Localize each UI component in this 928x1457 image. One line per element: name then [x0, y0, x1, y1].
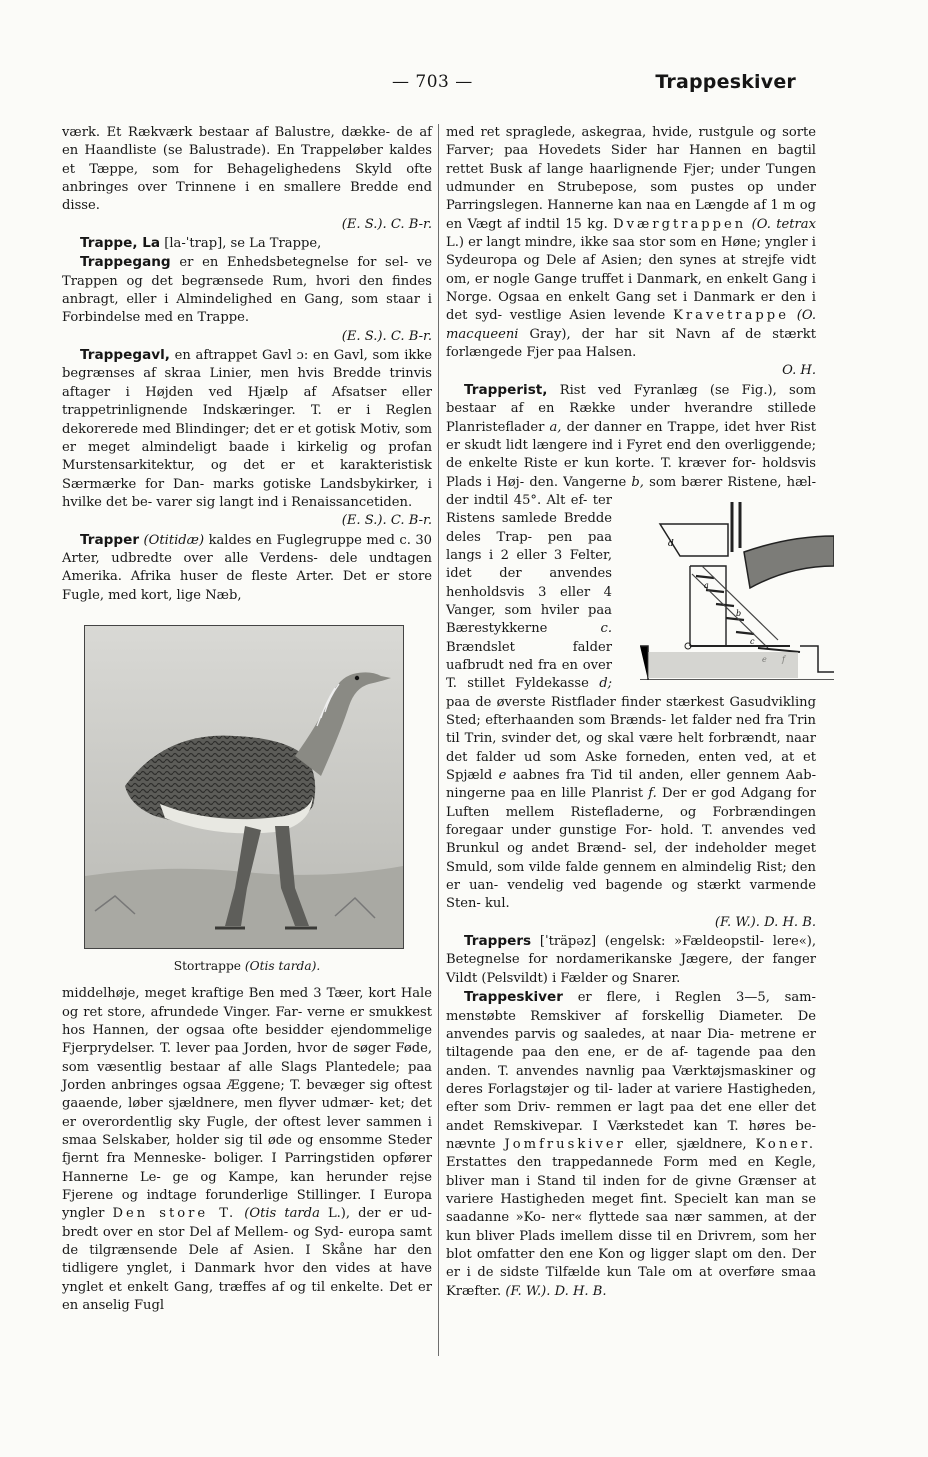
entry-trappe-la [62, 234, 432, 253]
figure-ref: c. [600, 621, 612, 637]
entry-body: [ˈträpəz] (engelsk: »Fældeopstil- lere«), Betegnelse for nordamerikanske Jægere, der fanger Vildt (Pelsvildt) i Fælder og Snarer. [446, 934, 816, 986]
figure-ref: a, [549, 419, 562, 435]
signature: (F. W.). D. H. B. [505, 1283, 607, 1299]
caption-text: Stortrappe [173, 958, 241, 973]
entry-trapper [62, 531, 432, 605]
left-column [62, 124, 432, 1315]
entry-trapperist [446, 381, 816, 914]
figure-ref: d; [599, 676, 612, 692]
signature: (E. S.). C. B-r. [341, 328, 432, 344]
entry-body: [la-ˈtrap], se La Trappe, [164, 236, 322, 252]
spaced-term: Kravetrappe [673, 308, 789, 324]
body-text: Rist ved Fyranlæg (se Fig.), som bestaar af en Række under hverandre stillede Planristeflader [446, 382, 817, 435]
grate-diagram [640, 496, 834, 680]
bustard-figure [84, 625, 404, 949]
spaced-term: Dværgtrappen [613, 216, 747, 232]
bustard-drawing [85, 626, 403, 948]
body-text: L.) er langt mindre, ikke saa stor som en Høne; yngler i Sydeuropa og Dele af Asien; den synes at strejfe vidt om, er nogle Gange truffet i Danmark, en enkelt Gang i Norge. Ogsaa en enkelt Gang set i Danmark er den i det syd- vestlige Asien levende [446, 235, 816, 324]
entry-trappegang [62, 253, 432, 327]
figure-ref: b, [631, 474, 644, 490]
headword: Trappeskiver [464, 989, 563, 1006]
column-divider [438, 124, 439, 1356]
entry-trappeskiver [446, 988, 816, 1301]
page-header [0, 72, 928, 100]
body-text: paa de øverste Ristflader finder stærkest Gasudvikling Sted; efterhaanden som Brænds- let falder ned fra Trin til Trin, svinder det, og skal være helt forbrændt, naar det falder ud som Aske forneden, enten ved, at et Spjæld [446, 694, 816, 784]
latin-name: (Otis tarda [244, 1206, 320, 1222]
headword: Trapper [80, 531, 140, 548]
running-head: Trappeskiver [655, 71, 796, 93]
headword: Trappe, La [80, 235, 161, 252]
signature: O. H. [782, 363, 816, 379]
headword: Trappegang [80, 254, 171, 271]
spaced-term: Jomfruskiver [504, 1136, 626, 1152]
figure-ref: f. [648, 786, 657, 802]
entry-trappers [446, 932, 816, 988]
label-b: b [736, 608, 742, 618]
body-text: eller, sjældnere, [634, 1136, 747, 1152]
body-text: L.), der er ud- bredt over en stor Del af Mellem- og Syd- europa samt de tilgrænsende Dele af Asien. I Skåne har den tidligere ynglet, i Danmark hvor den vides at have ynglet et enkelt Gang, træffes af og til enkelte. Det er en anselig Fugl [62, 1206, 432, 1314]
caption-latin: (Otis tarda). [244, 958, 321, 973]
balustrade-paragraph: værk. Et Rækværk bestaar af Balustre, dække- de af en Haandliste (se Balustrade). En Trappeløber kaldes et Tæppe, som for Behagelighedens Skyld ofte anbringes over Trinnene i en smallere Bredde end disse. [62, 125, 432, 214]
trapper-description [446, 124, 816, 362]
latin-name: (Otitidæ) [143, 532, 205, 548]
body-text: Gray), der har sit Navn af de stærkt forlængede Fjer paa Halsen. [446, 326, 816, 361]
body-text: Der er god Adgang for Luften mellem Ristefladerne, og Forbrændingen foregaar under gunstige For- hold. T. anvendes ved Brunkul og andet Brænd- sel, der indeholder meget Smuld, som vilde falde gennem en almindelig Rist; den er uan- vendelig ved bagende og stærkt varmende Sten- kul. [446, 786, 816, 912]
body-text: som bærer Ristene, hæl- der indtil 45°. Alt ef- ter Ristens samlede Bredde deles Trap- pen paa langs i 2 eller 3 Felter, idet der anvendes henholdsvis 3 eller 4 Vanger, som hviler paa Bærestykkerne [446, 474, 816, 637]
figure-ref: e [498, 768, 507, 784]
spaced-term: Den store T. [112, 1206, 237, 1222]
entry-body: en aftrappet Gavl ɔ: en Gavl, som ikke begrænses af skraa Linier, men hvis Bredde trinvis aftager i Højden ved Hjælp af Afsatser eller trappetrinlignende Indskæringer. T. er i Reglen dekorerede med Blindinger; det er et gotisk Motiv, som er meget almindeligt baade i kirkelig og profan Murstensarkitektur, og det er et karakteristisk Særmærke for Dan- marks gotiske Landsbykirker, i hvilke det be- varer sig langt ind i Renaissancetiden. [62, 348, 433, 510]
spaced-term: Koner. [755, 1136, 816, 1152]
body-text: med ret spraglede, askegraa, hvide, rustgule og sorte Farver; paa Hovedets Sider har Hannen en bagtil rettet Busk af lange haarlignende Fjer; under Tungen udmunder en Strubepose, som pustes op under Parringslegen. Hannerne kan naa en Længde af 1 m og en Vægt af indtil 15 kg. [446, 125, 816, 232]
entry-body: kaldes en Fuglegruppe med c. 30 Arter, udbredte over alle Verdens- dele undtagen Amerika. Afrika huser de fleste Arter. Det er store Fugle, med kort, lige Næb, [62, 532, 432, 603]
bustard-illustration [84, 625, 404, 949]
right-column [446, 124, 816, 1301]
headword: Trappegavl, [80, 347, 170, 364]
body-text: er flere, i Reglen 3—5, sam- menstøbte Remskiver af forskellig Diameter. De anvendes parvis og saaledes, at naar Dia- metrene er tiltagende paa den ene, er de af- tagende paa den anden. T. anvendes navnlig paa Værktøjsmaskiner og deres Forlagstøjer og til- lader at variere Hastigheden, efter som Driv- remmen er lagt paa det ene eller det andet Remskivepar. I Værkstedet kan T. høres be- nævnte [446, 990, 816, 1152]
latin-name: (O. macqueeni [446, 308, 816, 342]
signature: (E. S.). C. B-r. [341, 216, 432, 232]
headword: Trappers [464, 933, 532, 950]
headword: Trapperist, [464, 381, 548, 398]
body-text: Erstattes den trappedannede Form med en Kegle, bliver man i Stand til inden for de givne Grænser at variere Hastigheden meget fint. Specielt kan man se saadanne »Ko- ner« flyttede saa nær sammen, at der kun bliver Plads imellem disse til en Drivrem, som her blot omfatter den ene Kon og ligger slapt om den. Der er i de sidste Tilfælde kun Tale om at overføre smaa Kræfter. [446, 1155, 816, 1299]
entry-body: er en Enhedsbetegnelse for sel- ve Trappen og det begrænsede Rum, hvori den findes anbragt, eller i Almindelighed en Gang, som staar i Forbindelse med en Trappe. [62, 255, 432, 326]
body-text: middelhøje, meget kraftige Ben med 3 Tæer, kort Hale og ret store, afrundede Vinger. Far- verne er smukkest hos Hannen, der ogsaa ofte besidder ejendommelige Fjerprydelser. T. lever paa Jorden, hvor de søger Føde, som væsentlig bestaar af alle Slags Plantedele; paa Jorden anbringes ogsaa Æggene; T. bevæger sig oftest gaaende, løber sjældnere, men flyver udmær- ket; det er overordentlig sky Fugle, der oftest lever sammen i smaa Selskaber, holder sig til øde og ensomme Steder fjernt fra Menneske- boliger. I Parringstiden opfører Hannerne Le- ge og Kampe, kan herunder rejse Fjerene og indtage forunderlige Stillinger. I Europa yngler [62, 986, 432, 1222]
body-text: aabnes fra Tid til anden, eller gennem Aab- ningerne paa en lille Planrist [446, 768, 816, 802]
label-d: d [668, 538, 674, 549]
label-c: c [750, 636, 755, 646]
signature: (F. W.). D. H. B. [714, 914, 816, 930]
entry-trappegavl [62, 346, 432, 512]
page-number: — 703 — [392, 72, 473, 92]
body-text: der danner en Trappe, idet hver Rist er skudt lidt længere ind i Fyret end den overliggende; de enkelte Riste er kun korte. T. kræver for- holdsvis Plads i Høj- den. Vangerne [446, 419, 816, 490]
signature: (E. S.). C. B-r. [341, 513, 432, 529]
figure-caption [62, 957, 432, 975]
body-text: Brændslet falder uafbrudt ned fra en over T. stillet Fyldekasse [446, 639, 612, 692]
grate-figure [622, 496, 816, 680]
latin-name: (O. tetrax [751, 216, 816, 232]
label-a: a [704, 580, 709, 590]
trapper-continuation [62, 985, 432, 1315]
